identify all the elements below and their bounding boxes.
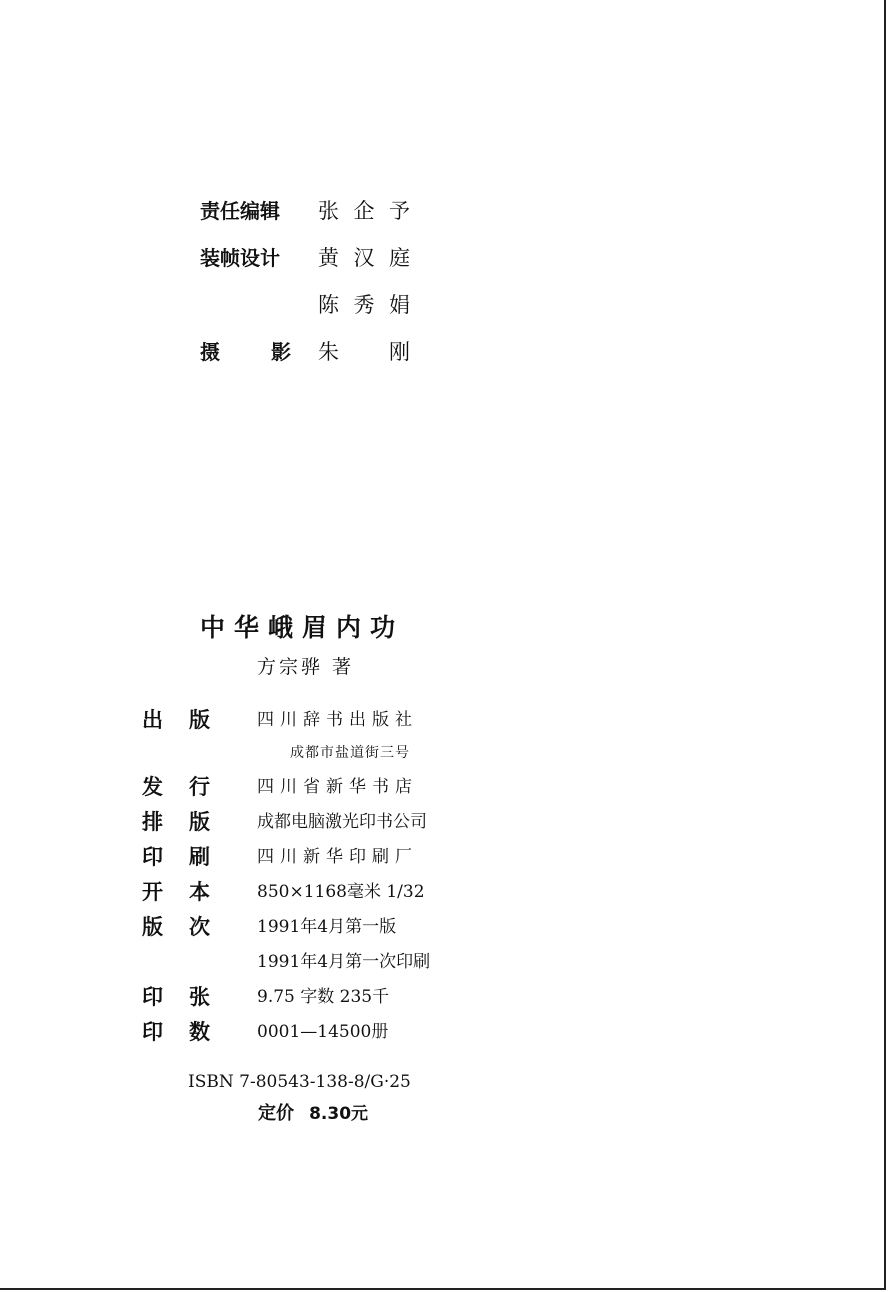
- price: [258, 1100, 368, 1128]
- credit-name: 陈秀娟: [318, 293, 410, 317]
- info-value: 9.75 字数 235千: [257, 987, 390, 1007]
- info-label: 开本: [142, 880, 210, 904]
- isbn: ISBN 7-80543-138-8/G·25: [188, 1072, 411, 1092]
- price-value: 8.30元: [309, 1104, 369, 1124]
- info-label: 排版: [142, 810, 210, 834]
- info-label: 印刷: [142, 845, 210, 869]
- info-label: 版次: [142, 915, 210, 939]
- info-label: 发行: [142, 775, 210, 799]
- credit-name: 朱刚: [318, 340, 410, 364]
- book-title: 中华峨眉内功: [200, 613, 405, 642]
- info-value: 四川省新华书店: [257, 777, 418, 797]
- info-value: 四川辞书出版社: [257, 710, 418, 730]
- info-value: 0001—14500册: [257, 1022, 389, 1042]
- price-label: 定价: [258, 1103, 294, 1124]
- info-label: 印张: [142, 985, 210, 1009]
- credit-role: 责任编辑: [200, 199, 280, 223]
- info-value: 850×1168毫米 1/32: [257, 882, 425, 902]
- publisher-address: 成都市盐道街三号: [290, 745, 410, 761]
- info-value: 成都电脑激光印书公司: [257, 812, 427, 832]
- credit-role: 装帧设计: [200, 246, 280, 270]
- credit-name: 张企予: [318, 199, 410, 223]
- info-value: 1991年4月第一次印刷: [257, 952, 431, 972]
- credit-role: 摄影: [200, 340, 291, 364]
- book-author: 方宗骅 著: [257, 656, 355, 678]
- info-label: 印数: [142, 1020, 210, 1044]
- info-label: 出版: [142, 708, 210, 732]
- info-value: 四川新华印刷厂: [257, 847, 418, 867]
- page-edge-bottom: [0, 1288, 886, 1290]
- info-value: 1991年4月第一版: [257, 917, 397, 937]
- page-edge-right: [884, 0, 886, 1290]
- credit-name: 黄汉庭: [318, 246, 410, 270]
